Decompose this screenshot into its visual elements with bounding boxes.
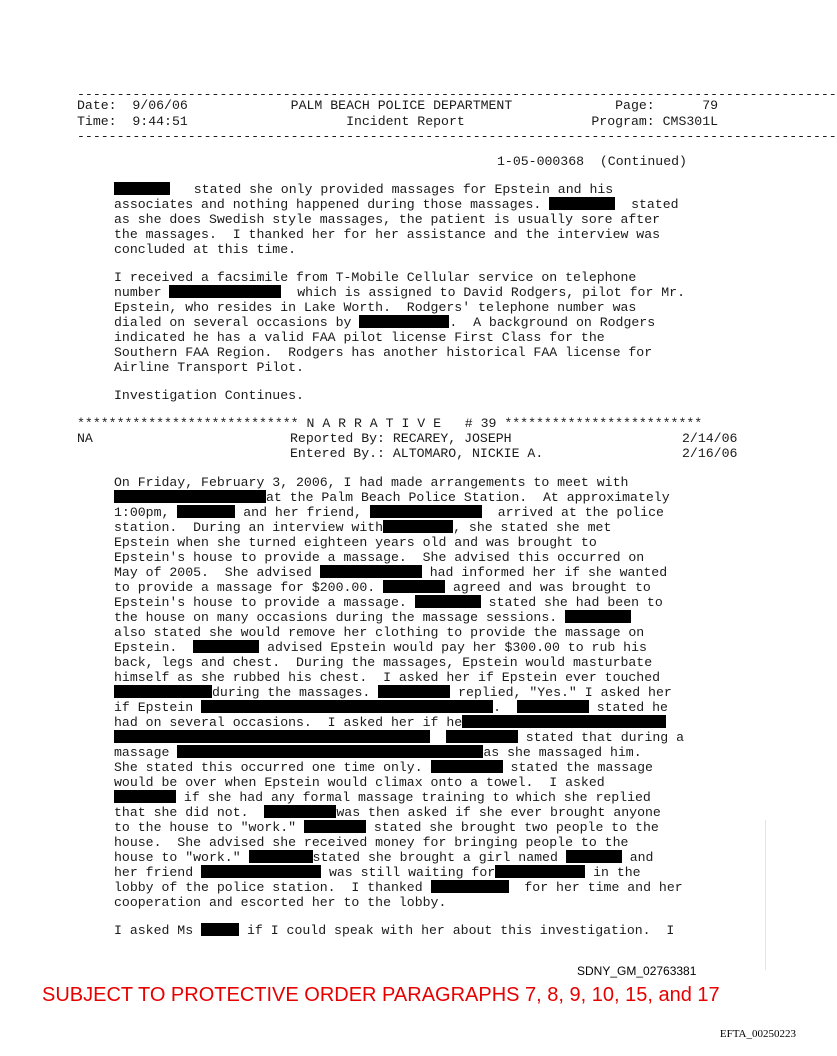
redaction-box	[201, 923, 239, 936]
para1-line3: as she does Swedish style massages, the patient is usually sore after	[114, 212, 661, 227]
para1-line1: stated she only provided massages for Epstein and his	[114, 182, 613, 197]
narrative-line: station. During an interview with , she stated she met	[114, 520, 612, 535]
redaction-box	[565, 610, 631, 623]
redaction-box	[383, 580, 445, 593]
narrative-line: to provide a massage for $200.00. agreed and was brought to	[114, 580, 651, 595]
narrative-line: had on several occasions. I asked her if he	[114, 715, 666, 730]
reported-date: 2/14/06	[682, 431, 738, 446]
narrative-line: also stated she would remove her clothing to provide the massage on	[114, 625, 645, 640]
para2-line5: indicated he has a valid FAA pilot license First Class for the	[114, 330, 605, 345]
redaction-box	[177, 505, 235, 518]
redaction-box	[462, 715, 666, 728]
narrative-line: cooperation and escorted her to the lobby.	[114, 895, 447, 910]
redaction-box	[320, 565, 422, 578]
redaction-box	[201, 865, 321, 878]
narrative-line: May of 2005. She advised had informed her if she wanted	[114, 565, 668, 580]
redaction-box	[193, 640, 259, 653]
bates-number: SDNY_GM_02763381	[577, 964, 697, 978]
narrative-line: 1:00pm, and her friend, arrived at the police	[114, 505, 664, 520]
narrative-line: would be over when Epstein would climax onto a towel. I asked	[114, 775, 605, 790]
redaction-box	[566, 850, 622, 863]
narrative-line: house. She advised she received money for bringing people to the	[114, 835, 629, 850]
case-reference: 1-05-000368 (Continued)	[497, 154, 687, 169]
redaction-box	[114, 790, 176, 803]
narrative-line: lobby of the police station. I thanked for her time and her	[114, 880, 683, 895]
narrative-line: Epstein's house to provide a massage. stated she had been to	[114, 595, 663, 610]
redaction-box	[359, 315, 449, 328]
redaction-box	[304, 820, 366, 833]
efta-number: EFTA_00250223	[719, 1028, 796, 1040]
narrative-line: the house on many occasions during the massage sessions.	[114, 610, 631, 625]
narrative-line: stated that during a	[114, 730, 684, 745]
narrative-line: I asked Ms if I could speak with her about this investigation. I	[114, 923, 675, 938]
header-time-line: Time: 9:44:51 Incident Report Program: CMS301L	[77, 114, 719, 129]
redaction-box	[201, 700, 493, 713]
redaction-box	[431, 760, 503, 773]
redaction-box	[549, 197, 615, 210]
header-date-line: Date: 9/06/06 PALM BEACH POLICE DEPARTMENT Page: 79	[77, 98, 719, 113]
redaction-box	[495, 865, 585, 878]
reported-by: Reported By: RECAREY, JOSEPH	[290, 431, 512, 446]
para2-line2: number which is assigned to David Rodgers, pilot for Mr.	[114, 285, 686, 300]
narrative-line: On Friday, February 3, 2006, I had made arrangements to meet with	[114, 475, 629, 490]
narrative-line: during the massages. replied, "Yes." I asked her	[114, 685, 672, 700]
protective-order-notice: SUBJECT TO PROTECTIVE ORDER PARAGRAPHS 7, 8, 9, 10, 15, and 17	[42, 984, 720, 1006]
redaction-box	[114, 730, 430, 743]
para2-line3: Epstein, who resides in Lake Worth. Rodgers' telephone number was	[114, 300, 637, 315]
para2-line6: Southern FAA Region. Rodgers has another historical FAA license for	[114, 345, 653, 360]
redaction-box	[517, 700, 589, 713]
entered-date: 2/16/06	[682, 446, 738, 461]
redaction-box	[114, 490, 266, 503]
narrative-line: if Epstein . stated he	[114, 700, 668, 715]
investigation-continues: Investigation Continues.	[114, 388, 304, 403]
narrative-line: house to "work." stated she brought a girl named and	[114, 850, 654, 865]
redaction-box	[370, 505, 482, 518]
entered-by: Entered By.: ALTOMARO, NICKIE A.	[290, 446, 544, 461]
redaction-box	[177, 745, 483, 758]
redaction-box	[383, 520, 453, 533]
redaction-box	[264, 805, 336, 818]
redaction-box	[378, 685, 450, 698]
scan-edge-line	[765, 820, 766, 970]
narrative-line: himself as she rubbed his chest. I asked her if Epstein ever touched	[114, 670, 661, 685]
narrative-banner: **************************** N A R R A T I V E # 39 *************************	[77, 416, 703, 431]
narrative-na: NA	[77, 431, 93, 446]
para2-line7: Airline Transport Pilot.	[114, 360, 304, 375]
narrative-line: back, legs and chest. During the massages, Epstein would masturbate	[114, 655, 653, 670]
narrative-line: Epstein's house to provide a massage. She advised this occurred on	[114, 550, 645, 565]
redaction-box	[114, 182, 170, 195]
narrative-line: massage as she massaged him.	[114, 745, 642, 760]
narrative-line: She stated this occurred one time only. stated the massage	[114, 760, 653, 775]
redaction-box	[169, 285, 281, 298]
header-rule-top: ------------------------------------------------------------------------------------------------	[77, 87, 837, 102]
narrative-line: Epstein when she turned eighteen years old and was brought to	[114, 535, 597, 550]
header-rule-bottom: ------------------------------------------------------------------------------------------------	[77, 129, 837, 144]
redaction-box	[249, 850, 313, 863]
redaction-box	[114, 685, 212, 698]
para1-line2: associates and nothing happened during those massages. stated	[114, 197, 679, 212]
narrative-line: her friend was still waiting for in the	[114, 865, 641, 880]
para2-line1: I received a facsimile from T-Mobile Cellular service on telephone	[114, 270, 637, 285]
narrative-line: Epstein. advised Epstein would pay her $300.00 to rub his	[114, 640, 647, 655]
redaction-box	[446, 730, 518, 743]
para2-line4: dialed on several occasions by . A background on Rodgers	[114, 315, 656, 330]
redaction-box	[415, 595, 481, 608]
narrative-line: if she had any formal massage training to which she replied	[114, 790, 651, 805]
narrative-line: at the Palm Beach Police Station. At approximately	[114, 490, 670, 505]
narrative-line: to the house to "work." stated she brought two people to the	[114, 820, 659, 835]
para1-line5: concluded at this time.	[114, 242, 297, 257]
narrative-line: that she did not. was then asked if she ever brought anyone	[114, 805, 661, 820]
redaction-box	[431, 880, 509, 893]
para1-line4: the massages. I thanked her for her assistance and the interview was	[114, 227, 661, 242]
